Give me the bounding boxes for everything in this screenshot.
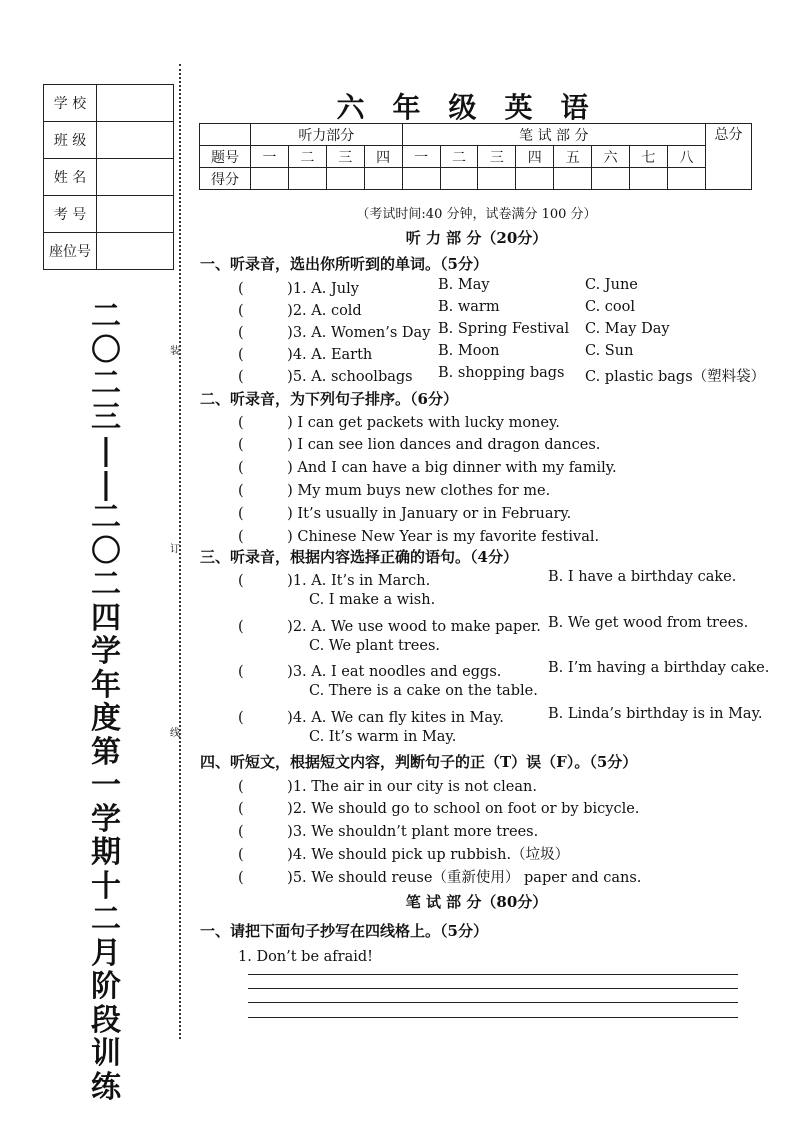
score-col: 六: [592, 146, 630, 168]
score-cell[interactable]: [402, 168, 440, 190]
score-cell[interactable]: [440, 168, 478, 190]
score-col: 七: [630, 146, 668, 168]
info-field-school[interactable]: [97, 85, 174, 122]
score-head-written: 笔 试 部 分: [402, 124, 705, 146]
info-label-seat: 座位号: [44, 233, 97, 270]
s4-item-2: ( )2. We should go to school on foot or by bicycle.: [238, 801, 640, 817]
info-field-exam-number[interactable]: [97, 196, 174, 233]
score-head-total: 总分: [706, 124, 752, 190]
s1-item-3: ( )3. A. Women’s Day: [238, 325, 431, 341]
score-col: 三: [478, 146, 516, 168]
info-label-class: 班 级: [44, 122, 97, 159]
s3-item-4-b: B. Linda’s birthday is in May.: [548, 706, 763, 722]
s1-item-3-b: B. Spring Festival: [438, 321, 570, 337]
score-cell[interactable]: [592, 168, 630, 190]
score-cell[interactable]: [478, 168, 516, 190]
writing-line[interactable]: [248, 988, 738, 989]
side-char: 期: [91, 835, 121, 870]
side-char: 二: [91, 366, 121, 401]
s3-item-1-b: B. I have a birthday cake.: [548, 569, 737, 585]
side-char: 〇: [91, 332, 121, 368]
s4-item-4: ( )4. We should pick up rubbish.（垃圾）: [238, 847, 570, 863]
info-field-name[interactable]: [97, 159, 174, 196]
side-char: 年: [91, 667, 121, 703]
writing-line[interactable]: [248, 1002, 738, 1003]
s2-item-4: ( ) My mum buys new clothes for me.: [238, 483, 551, 499]
score-col: 二: [440, 146, 478, 168]
s2-item-2: ( ) I can see lion dances and dragon dances.: [238, 437, 601, 453]
side-char: 度: [91, 701, 121, 736]
side-char: |: [100, 433, 112, 468]
s3-item-2-a: ( )2. A. We use wood to make paper.: [238, 619, 541, 635]
score-head-listening: 听力部分: [251, 124, 403, 146]
s1-item-5-c: C. plastic bags（塑料袋）: [585, 369, 766, 385]
s1-item-4-b: B. Moon: [438, 343, 500, 359]
side-char: 训: [91, 1036, 121, 1071]
side-char: 四: [91, 600, 121, 636]
s4-item-5: ( )5. We should reuse（重新使用） paper and cans.: [238, 870, 642, 886]
side-char: 二: [91, 299, 121, 334]
info-label-exam-number: 考 号: [44, 196, 97, 233]
s1-item-4: ( )4. A. Earth: [238, 347, 373, 363]
side-char: 一: [91, 768, 121, 803]
score-cell[interactable]: [667, 168, 705, 190]
score-col: 一: [402, 146, 440, 168]
s1-item-2-b: B. warm: [438, 299, 500, 315]
info-field-class[interactable]: [97, 122, 174, 159]
score-col: 八: [667, 146, 705, 168]
s2-item-3: ( ) And I can have a big dinner with my family.: [238, 460, 617, 476]
side-char: 阶: [91, 969, 121, 1004]
score-col: 五: [554, 146, 592, 168]
side-char: 学: [91, 634, 121, 669]
score-col: 二: [288, 146, 326, 168]
section4-title: 四、听短文，根据短文内容，判断句子的正（T）误（F）。（5分）: [200, 753, 638, 771]
s3-item-2-b: B. We get wood from trees.: [548, 615, 749, 631]
score-cell[interactable]: [554, 168, 592, 190]
score-row-label-score: 得分: [200, 168, 251, 190]
score-col: 一: [251, 146, 289, 168]
s2-item-1: ( ) I can get packets with lucky money.: [238, 415, 560, 431]
section1-title: 一、听录音，选出你所听到的单词。（5分）: [200, 255, 488, 273]
s2-item-6: ( ) Chinese New Year is my favorite festival.: [238, 529, 600, 545]
side-char: 二: [91, 500, 121, 535]
score-row-label-number: 题号: [200, 146, 251, 168]
s4-item-3: ( )3. We shouldn’t plant more trees.: [238, 824, 539, 840]
s1-item-5-b: B. shopping bags: [438, 365, 565, 381]
side-char: 练: [91, 1069, 121, 1105]
cut-mark-xian: 线: [170, 728, 180, 739]
s3-item-3-a: ( )3. A. I eat noodles and eggs.: [238, 664, 502, 680]
s1-item-5: ( )5. A. schoolbags: [238, 369, 413, 385]
section2-title: 二、听录音，为下列句子排序。（6分）: [200, 390, 458, 408]
score-cell[interactable]: [364, 168, 402, 190]
writing-line[interactable]: [248, 1017, 738, 1018]
side-char: 段: [91, 1002, 121, 1038]
s1-item-1-c: C. June: [585, 277, 638, 293]
score-cell[interactable]: [288, 168, 326, 190]
score-col: 三: [326, 146, 364, 168]
s1-item-1: ( )1. A. July: [238, 281, 359, 297]
listening-header: 听 力 部 分（20分）: [405, 229, 548, 247]
score-col: 四: [364, 146, 402, 168]
score-col: 四: [516, 146, 554, 168]
side-char: 月: [91, 935, 121, 971]
s2-item-5: ( ) It’s usually in January or in February.: [238, 506, 572, 522]
vertical-exam-title: [86, 300, 126, 1104]
info-field-seat[interactable]: [97, 233, 174, 270]
score-cell[interactable]: [630, 168, 668, 190]
side-char: 二: [91, 567, 121, 602]
s3-item-4-a: ( )4. A. We can fly kites in May.: [238, 710, 504, 726]
side-char: 学: [91, 801, 121, 837]
info-label-school: 学 校: [44, 85, 97, 122]
s1-item-3-c: C. May Day: [585, 321, 670, 337]
side-char: 十: [91, 868, 121, 904]
copy-sentence: 1. Don’t be afraid!: [238, 949, 373, 965]
written-header: 笔 试 部 分（80分）: [405, 893, 548, 911]
student-info-table: [43, 84, 174, 270]
page-title: 六年级英语: [336, 91, 617, 124]
s1-item-4-c: C. Sun: [585, 343, 634, 359]
s3-item-3-b: B. I’m having a birthday cake.: [548, 660, 770, 676]
side-char: 〇: [91, 533, 121, 569]
side-char: 二: [91, 902, 121, 937]
info-label-name: 姓 名: [44, 159, 97, 196]
s3-item-2-c: C. We plant trees.: [309, 638, 441, 654]
side-char: |: [100, 466, 112, 502]
score-table: [199, 123, 752, 190]
section3-title: 三、听录音，根据内容选择正确的语句。（4分）: [200, 548, 518, 566]
score-corner: [200, 124, 251, 146]
score-cell[interactable]: [251, 168, 289, 190]
s3-item-3-c: C. There is a cake on the table.: [309, 683, 538, 699]
s3-item-1-a: ( )1. A. It’s in March.: [238, 573, 431, 589]
cut-mark-ding: 订: [170, 544, 180, 555]
written-section1-title: 一、请把下面句子抄写在四线格上。（5分）: [200, 922, 488, 940]
exam-note: （考试时间:40 分钟，试卷满分 100 分）: [356, 207, 597, 222]
s4-item-1: ( )1. The air in our city is not clean.: [238, 779, 537, 795]
s1-item-2-c: C. cool: [585, 299, 636, 315]
score-cell[interactable]: [326, 168, 364, 190]
side-char: 三: [91, 399, 121, 435]
s1-item-2: ( )2. A. cold: [238, 303, 362, 319]
s3-item-4-c: C. It’s warm in May.: [309, 729, 457, 745]
s3-item-1-c: C. I make a wish.: [309, 592, 436, 608]
s1-item-1-b: B. May: [438, 277, 490, 293]
cut-mark-zhuang: 装: [170, 346, 180, 357]
score-cell[interactable]: [516, 168, 554, 190]
writing-line[interactable]: [248, 974, 738, 975]
side-char: 第: [91, 734, 121, 770]
